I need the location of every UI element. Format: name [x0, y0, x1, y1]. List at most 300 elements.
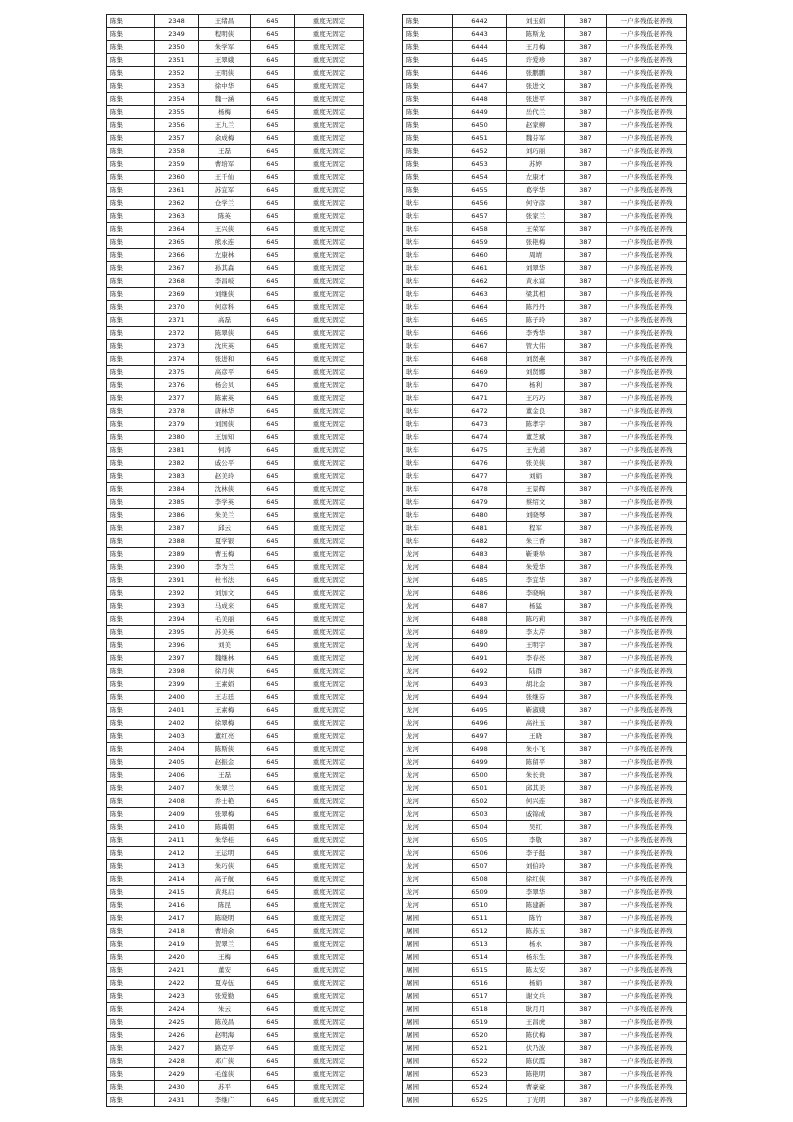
name-cell: 吴红: [507, 821, 565, 834]
town-cell: 龙河: [403, 886, 453, 899]
table-row: [403, 483, 687, 496]
town-cell: 耿车: [403, 483, 453, 496]
amount-cell: 387: [565, 613, 607, 626]
name-cell: 王晓: [507, 730, 565, 743]
town-cell: 耿车: [403, 275, 453, 288]
id-cell: 6477: [453, 470, 507, 483]
category-cell: 一户多残低老养残: [607, 756, 687, 769]
town-cell: 屠园: [403, 1055, 453, 1068]
id-cell: 6452: [453, 145, 507, 158]
id-cell: 6508: [453, 873, 507, 886]
town-cell: 陈集: [107, 210, 155, 223]
town-cell: 龙河: [403, 626, 453, 639]
name-cell: 王素梅: [199, 704, 251, 717]
table-row: [107, 665, 364, 678]
category-cell: 一户多残低老养残: [607, 652, 687, 665]
town-cell: 陈集: [107, 1029, 155, 1042]
town-cell: 陈集: [107, 28, 155, 41]
amount-cell: 645: [251, 379, 295, 392]
amount-cell: 387: [565, 938, 607, 951]
amount-cell: 387: [565, 821, 607, 834]
category-cell: 重度无固定: [295, 951, 364, 964]
town-cell: 陈集: [107, 925, 155, 938]
amount-cell: 645: [251, 769, 295, 782]
town-cell: 陈集: [107, 964, 155, 977]
id-cell: 2411: [155, 834, 199, 847]
town-cell: 龙河: [403, 782, 453, 795]
amount-cell: 645: [251, 886, 295, 899]
town-cell: 屠园: [403, 1029, 453, 1042]
name-cell: 杜书法: [199, 574, 251, 587]
id-cell: 6490: [453, 639, 507, 652]
amount-cell: 645: [251, 483, 295, 496]
table-row: [403, 171, 687, 184]
amount-cell: 645: [251, 756, 295, 769]
table-row: [107, 262, 364, 275]
id-cell: 6493: [453, 678, 507, 691]
id-cell: 2402: [155, 717, 199, 730]
name-cell: 沈庆英: [199, 340, 251, 353]
name-cell: 朱巧侠: [199, 860, 251, 873]
name-cell: 杨东生: [507, 951, 565, 964]
table-row: [403, 665, 687, 678]
name-cell: 杨娟: [507, 977, 565, 990]
category-cell: 重度无固定: [295, 184, 364, 197]
table-row: [107, 457, 364, 470]
amount-cell: 387: [565, 275, 607, 288]
amount-cell: 645: [251, 535, 295, 548]
category-cell: 一户多残低老养残: [607, 158, 687, 171]
amount-cell: 387: [565, 1094, 607, 1107]
name-cell: 朱爱华: [507, 561, 565, 574]
name-cell: 刘娟: [507, 470, 565, 483]
town-cell: 屠园: [403, 925, 453, 938]
id-cell: 6497: [453, 730, 507, 743]
table-row: [403, 756, 687, 769]
id-cell: 2418: [155, 925, 199, 938]
id-cell: 2420: [155, 951, 199, 964]
amount-cell: 387: [565, 184, 607, 197]
town-cell: 陈集: [107, 821, 155, 834]
id-cell: 6473: [453, 418, 507, 431]
amount-cell: 645: [251, 834, 295, 847]
category-cell: 一户多残低老养残: [607, 1068, 687, 1081]
category-cell: 一户多残低老养残: [607, 795, 687, 808]
id-cell: 6474: [453, 431, 507, 444]
table-row: [403, 743, 687, 756]
town-cell: 陈集: [107, 782, 155, 795]
category-cell: 重度无固定: [295, 444, 364, 457]
name-cell: 陈巧莉: [507, 613, 565, 626]
town-cell: 龙河: [403, 678, 453, 691]
table-row: [403, 561, 687, 574]
table-row: [403, 80, 687, 93]
amount-cell: 387: [565, 756, 607, 769]
amount-cell: 387: [565, 171, 607, 184]
right-roster-body: [403, 15, 687, 1107]
category-cell: 重度无固定: [295, 626, 364, 639]
table-row: [107, 1042, 364, 1055]
table-row: [107, 379, 364, 392]
town-cell: 耿车: [403, 379, 453, 392]
category-cell: 重度无固定: [295, 652, 364, 665]
category-cell: 一户多残低老养残: [607, 925, 687, 938]
category-cell: 一户多残低老养残: [607, 743, 687, 756]
id-cell: 2371: [155, 314, 199, 327]
amount-cell: 387: [565, 314, 607, 327]
amount-cell: 387: [565, 67, 607, 80]
town-cell: 耿车: [403, 405, 453, 418]
id-cell: 2424: [155, 1003, 199, 1016]
amount-cell: 645: [251, 626, 295, 639]
name-cell: 朱三香: [507, 535, 565, 548]
id-cell: 2403: [155, 730, 199, 743]
id-cell: 6461: [453, 262, 507, 275]
town-cell: 耿车: [403, 418, 453, 431]
town-cell: 陈集: [107, 327, 155, 340]
name-cell: 李继广: [199, 1094, 251, 1107]
id-cell: 2381: [155, 444, 199, 457]
id-cell: 2426: [155, 1029, 199, 1042]
id-cell: 6478: [453, 483, 507, 496]
table-row: [107, 353, 364, 366]
id-cell: 6448: [453, 93, 507, 106]
name-cell: 曹玉梅: [199, 548, 251, 561]
category-cell: 一户多残低老养残: [607, 444, 687, 457]
town-cell: 陈集: [107, 873, 155, 886]
name-cell: 杨利: [507, 379, 565, 392]
table-row: [107, 639, 364, 652]
id-cell: 6505: [453, 834, 507, 847]
town-cell: 陈集: [107, 483, 155, 496]
id-cell: 2356: [155, 119, 199, 132]
category-cell: 重度无固定: [295, 1055, 364, 1068]
town-cell: 屠园: [403, 1081, 453, 1094]
table-row: [107, 613, 364, 626]
table-row: [403, 925, 687, 938]
name-cell: 朱小飞: [507, 743, 565, 756]
table-row: [403, 327, 687, 340]
amount-cell: 387: [565, 1068, 607, 1081]
amount-cell: 645: [251, 821, 295, 834]
town-cell: 龙河: [403, 860, 453, 873]
table-row: [107, 145, 364, 158]
town-cell: 陈集: [107, 951, 155, 964]
id-cell: 2386: [155, 509, 199, 522]
table-row: [403, 522, 687, 535]
category-cell: 重度无固定: [295, 158, 364, 171]
amount-cell: 387: [565, 730, 607, 743]
town-cell: 陈集: [107, 899, 155, 912]
name-cell: 朱云: [199, 1003, 251, 1016]
name-cell: 张继芬: [507, 691, 565, 704]
table-row: [107, 483, 364, 496]
town-cell: 龙河: [403, 561, 453, 574]
table-row: [403, 938, 687, 951]
town-cell: 耿车: [403, 535, 453, 548]
table-row: [403, 496, 687, 509]
amount-cell: 387: [565, 223, 607, 236]
id-cell: 2389: [155, 548, 199, 561]
town-cell: 陈集: [107, 340, 155, 353]
town-cell: 耿车: [403, 301, 453, 314]
id-cell: 2360: [155, 171, 199, 184]
id-cell: 6500: [453, 769, 507, 782]
name-cell: 陆群: [507, 665, 565, 678]
table-row: [107, 301, 364, 314]
town-cell: 龙河: [403, 704, 453, 717]
table-row: [107, 873, 364, 886]
town-cell: 陈集: [403, 119, 453, 132]
amount-cell: 645: [251, 574, 295, 587]
id-cell: 6498: [453, 743, 507, 756]
amount-cell: 645: [251, 327, 295, 340]
name-cell: 王磊: [199, 145, 251, 158]
town-cell: 陈集: [107, 236, 155, 249]
id-cell: 2400: [155, 691, 199, 704]
name-cell: 贺翠兰: [199, 938, 251, 951]
table-row: [403, 119, 687, 132]
table-row: [107, 769, 364, 782]
name-cell: 马成来: [199, 600, 251, 613]
category-cell: 一户多残低老养残: [607, 951, 687, 964]
table-row: [403, 106, 687, 119]
table-row: [107, 340, 364, 353]
town-cell: 陈集: [403, 132, 453, 145]
table-row: [403, 262, 687, 275]
town-cell: 陈集: [107, 366, 155, 379]
id-cell: 6456: [453, 197, 507, 210]
id-cell: 2367: [155, 262, 199, 275]
category-cell: 重度无固定: [295, 808, 364, 821]
category-cell: 一户多残低老养残: [607, 613, 687, 626]
amount-cell: 645: [251, 587, 295, 600]
name-cell: 何彦科: [199, 301, 251, 314]
town-cell: 陈集: [403, 93, 453, 106]
table-row: [403, 405, 687, 418]
id-cell: 6488: [453, 613, 507, 626]
town-cell: 龙河: [403, 665, 453, 678]
id-cell: 6443: [453, 28, 507, 41]
category-cell: 重度无固定: [295, 1094, 364, 1107]
category-cell: 重度无固定: [295, 964, 364, 977]
table-row: [107, 548, 364, 561]
town-cell: 龙河: [403, 613, 453, 626]
amount-cell: 387: [565, 431, 607, 444]
amount-cell: 387: [565, 93, 607, 106]
town-cell: 陈集: [107, 431, 155, 444]
table-row: [107, 470, 364, 483]
town-cell: 屠园: [403, 990, 453, 1003]
amount-cell: 645: [251, 444, 295, 457]
id-cell: 6518: [453, 1003, 507, 1016]
category-cell: 一户多残低老养残: [607, 847, 687, 860]
name-cell: 苏婷: [507, 158, 565, 171]
amount-cell: 387: [565, 574, 607, 587]
name-cell: 张美侠: [507, 457, 565, 470]
town-cell: 陈集: [107, 834, 155, 847]
name-cell: 陈素英: [199, 392, 251, 405]
town-cell: 陈集: [107, 1094, 155, 1107]
table-row: [403, 626, 687, 639]
name-cell: 王荣军: [507, 223, 565, 236]
name-cell: 乔士艳: [199, 795, 251, 808]
town-cell: 耿车: [403, 353, 453, 366]
name-cell: 李秀华: [507, 327, 565, 340]
name-cell: 张鹏鹏: [507, 67, 565, 80]
name-cell: 蔡绍文: [507, 496, 565, 509]
right-roster-table: [402, 14, 687, 1107]
name-cell: 徐月侠: [199, 665, 251, 678]
amount-cell: 387: [565, 249, 607, 262]
town-cell: 陈集: [107, 158, 155, 171]
table-row: [403, 301, 687, 314]
amount-cell: 645: [251, 652, 295, 665]
category-cell: 一户多残低老养残: [607, 41, 687, 54]
town-cell: 耿车: [403, 249, 453, 262]
town-cell: 陈集: [107, 912, 155, 925]
name-cell: 路克平: [199, 1042, 251, 1055]
table-row: [107, 236, 364, 249]
table-row: [107, 15, 364, 28]
amount-cell: 645: [251, 1068, 295, 1081]
amount-cell: 387: [565, 145, 607, 158]
id-cell: 6494: [453, 691, 507, 704]
category-cell: 一户多残低老养残: [607, 145, 687, 158]
id-cell: 2405: [155, 756, 199, 769]
town-cell: 陈集: [107, 379, 155, 392]
amount-cell: 387: [565, 561, 607, 574]
town-cell: 陈集: [107, 444, 155, 457]
town-cell: 陈集: [107, 1042, 155, 1055]
id-cell: 6495: [453, 704, 507, 717]
amount-cell: 645: [251, 392, 295, 405]
name-cell: 刘巧丽: [507, 145, 565, 158]
town-cell: 陈集: [403, 171, 453, 184]
table-row: [403, 54, 687, 67]
town-cell: 耿车: [403, 197, 453, 210]
table-row: [107, 834, 364, 847]
name-cell: 杨永: [507, 938, 565, 951]
id-cell: 6469: [453, 366, 507, 379]
amount-cell: 387: [565, 769, 607, 782]
table-row: [107, 977, 364, 990]
table-row: [403, 1042, 687, 1055]
town-cell: 陈集: [107, 496, 155, 509]
id-cell: 2395: [155, 626, 199, 639]
table-row: [403, 145, 687, 158]
table-row: [107, 249, 364, 262]
amount-cell: 387: [565, 782, 607, 795]
id-cell: 2431: [155, 1094, 199, 1107]
name-cell: 高彦平: [199, 366, 251, 379]
amount-cell: 645: [251, 431, 295, 444]
id-cell: 6525: [453, 1094, 507, 1107]
table-row: [403, 288, 687, 301]
id-cell: 6487: [453, 600, 507, 613]
table-row: [107, 652, 364, 665]
id-cell: 2357: [155, 132, 199, 145]
name-cell: 徐红侠: [507, 873, 565, 886]
category-cell: 一户多残低老养残: [607, 1055, 687, 1068]
id-cell: 2396: [155, 639, 199, 652]
table-row: [107, 41, 364, 54]
id-cell: 2392: [155, 587, 199, 600]
category-cell: 一户多残低老养残: [607, 977, 687, 990]
town-cell: 陈集: [107, 509, 155, 522]
town-cell: 屠园: [403, 951, 453, 964]
amount-cell: 645: [251, 938, 295, 951]
table-row: [403, 1068, 687, 1081]
id-cell: 2350: [155, 41, 199, 54]
category-cell: 重度无固定: [295, 392, 364, 405]
town-cell: 陈集: [107, 119, 155, 132]
name-cell: 陈太安: [507, 964, 565, 977]
amount-cell: 387: [565, 743, 607, 756]
category-cell: 一户多残低老养残: [607, 600, 687, 613]
category-cell: 重度无固定: [295, 886, 364, 899]
category-cell: 重度无固定: [295, 665, 364, 678]
name-cell: 何守彦: [507, 197, 565, 210]
amount-cell: 387: [565, 678, 607, 691]
category-cell: 一户多残低老养残: [607, 93, 687, 106]
category-cell: 一户多残低老养残: [607, 1016, 687, 1029]
amount-cell: 645: [251, 665, 295, 678]
town-cell: 龙河: [403, 743, 453, 756]
id-cell: 2354: [155, 93, 199, 106]
town-cell: 陈集: [403, 41, 453, 54]
table-row: [107, 106, 364, 119]
name-cell: 王梅: [199, 951, 251, 964]
name-cell: 高子航: [199, 873, 251, 886]
amount-cell: 387: [565, 990, 607, 1003]
category-cell: 一户多残低老养残: [607, 548, 687, 561]
town-cell: 陈集: [107, 938, 155, 951]
amount-cell: 387: [565, 379, 607, 392]
town-cell: 陈集: [403, 67, 453, 80]
table-row: [403, 93, 687, 106]
id-cell: 2374: [155, 353, 199, 366]
category-cell: 一户多残低老养残: [607, 236, 687, 249]
id-cell: 2388: [155, 535, 199, 548]
category-cell: 重度无固定: [295, 925, 364, 938]
id-cell: 6458: [453, 223, 507, 236]
town-cell: 陈集: [107, 223, 155, 236]
table-row: [107, 1081, 364, 1094]
table-row: [403, 1029, 687, 1042]
amount-cell: 387: [565, 548, 607, 561]
town-cell: 龙河: [403, 873, 453, 886]
town-cell: 陈集: [107, 847, 155, 860]
town-cell: 耿车: [403, 431, 453, 444]
amount-cell: 645: [251, 93, 295, 106]
category-cell: 重度无固定: [295, 1029, 364, 1042]
category-cell: 重度无固定: [295, 1081, 364, 1094]
town-cell: 龙河: [403, 600, 453, 613]
category-cell: 一户多残低老养残: [607, 899, 687, 912]
town-cell: 陈集: [107, 262, 155, 275]
amount-cell: 387: [565, 132, 607, 145]
town-cell: 陈集: [107, 392, 155, 405]
amount-cell: 387: [565, 444, 607, 457]
id-cell: 6510: [453, 899, 507, 912]
amount-cell: 645: [251, 1029, 295, 1042]
id-cell: 2401: [155, 704, 199, 717]
name-cell: 王素娟: [199, 678, 251, 691]
amount-cell: 645: [251, 977, 295, 990]
name-cell: 刘贤娜: [507, 366, 565, 379]
name-cell: 董芝斌: [507, 431, 565, 444]
